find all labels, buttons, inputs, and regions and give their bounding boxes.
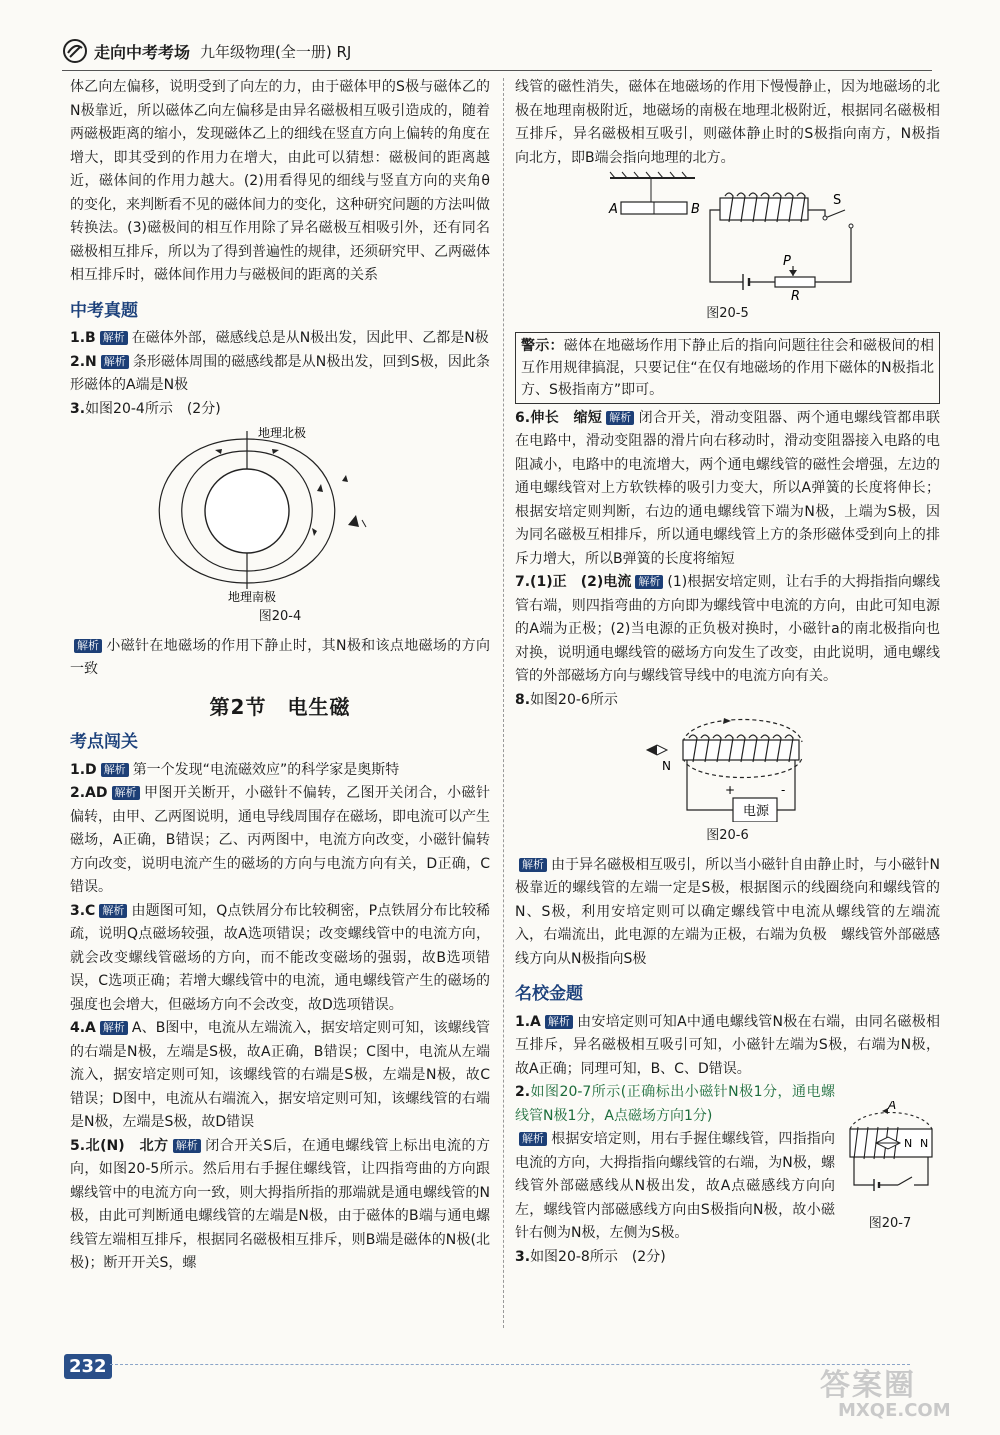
label-minus: - xyxy=(781,783,786,797)
answer-m3: 3.如图20-8所示 (2分) xyxy=(515,1248,666,1265)
chapter-title: 第2节 电生磁 xyxy=(209,694,351,719)
answer-m1: 1.A 解析 由安培定则可知A中通电螺线管N极在右端，由同名磁极相互排斥，异名磁极相互吸引可知，小磁针左端为S极，右端为N极，故A正确；同理可知，B、C、D错误。 xyxy=(515,1013,940,1077)
label-power-source: 电源 xyxy=(743,804,770,819)
label-geographic-south: 地理南极 xyxy=(228,590,277,603)
label-needle-n: N xyxy=(904,1137,913,1150)
book-logo-icon xyxy=(62,38,88,64)
answer-m2-note: 解析 根据安培定则，用右手握住螺线管，四指指向电流的方向，大拇指指向螺线管的右端，为N极，螺线管外部磁感线从N极出发，故A点磁感线方向向左，螺线管内部磁感线方向由S极指向N极，故小磁针右侧为N极，左侧为S极。 xyxy=(515,1131,835,1241)
analysis-tag: 解析 xyxy=(519,1132,547,1146)
footer-rule xyxy=(110,1364,910,1365)
answer-k5: 5.北(N) 北方 解析 闭合开关S后，在通电螺线管上标出电流的方向，如图20-5所示。然后用右手握住螺线管，让四指弯曲的方向跟螺线管中的电流方向一致，则大拇指所指的那端就是通电螺线管的N极，由此可判断通电螺线管的左端是N极，由于磁体的B端与通电螺线管左端相互排斥，根据同名磁极相互排斥，则B端是磁体的N极(北极)；断开开关S，螺 xyxy=(70,1137,490,1271)
book-subtitle: 九年级物理(全一册) RJ xyxy=(200,42,352,61)
answer-k3: 3.C 解析 由题图可知，Q点铁屑分布比较稠密，P点铁屑分布比较稀疏，说明Q点磁场较强，故A选项错误；改变螺线管中的电流方向，就会改变螺线管磁场的方向，而不能改变磁场的强弱，故B选项错误，C选项正确；若增大螺线管中的电流，通电螺线管产生的磁场的强度也会增大，但磁场方向不会改变，故D选项错误。 xyxy=(70,902,490,1013)
answer-item-2: 2.N 解析 条形磁体周围的磁感线都是从N极出发，回到S极，因此条形磁体的A端是N极 xyxy=(70,353,490,393)
answer-item-1: 1.B 解析 在磁体外部，磁感线总是从N极出发，因此甲、乙都是N极 xyxy=(70,330,489,346)
label-end-b: B xyxy=(691,202,700,217)
analysis-tag: 解析 xyxy=(173,1139,201,1153)
answer-k5-continued: 线管的磁性消失，磁体在地磁场的作用下慢慢静止，因为地磁场的北极在地理南极附近，地磁场的南极在地理北极附近，根据同名磁极相互排斥，异名磁极相互吸引，则磁体静止时的S极指向南方，N极指向北方，即B端会指向地理的北方。 xyxy=(515,79,940,166)
figure-20-6-solenoid-with-source xyxy=(515,712,940,822)
label-point-a: A xyxy=(888,1101,897,1112)
analysis-tag: 解析 xyxy=(545,1015,573,1029)
analysis-tag: 解析 xyxy=(74,639,102,653)
section-heading-mingxiao: 名校金题 xyxy=(515,984,583,1004)
page-number: 232 xyxy=(64,1354,112,1379)
column-divider xyxy=(503,78,504,1328)
figure-20-7-solenoid-needle xyxy=(840,1101,940,1201)
watermark-url: MXQE.COM xyxy=(838,1400,951,1421)
page-header xyxy=(62,36,351,66)
label-solenoid-n: N xyxy=(920,1137,929,1150)
book-title: 走向中考考场 xyxy=(94,42,191,62)
label-end-a: A xyxy=(609,202,618,217)
watermark-logo: 答案圈 xyxy=(820,1368,916,1403)
analysis-tag: 解析 xyxy=(101,355,129,369)
warning-label: 警示： xyxy=(521,337,564,354)
label-slider-p: P xyxy=(783,254,791,269)
analysis-tag: 解析 xyxy=(519,858,547,872)
label-switch-s: S xyxy=(833,193,842,208)
right-column xyxy=(515,76,940,1269)
answer-k2: 2.AD 解析 甲图开关断开，小磁针不偏转，乙图开关闭合，小磁针偏转，由甲、乙两图说明，通电导线周围存在磁场，即电流可以产生磁场，A正确，B错误；乙、丙两图中，电流方向改变，小磁针偏转方向改变，说明电流产生的磁场的方向与电流方向有关，D正确，C错误。 xyxy=(70,785,490,895)
label-needle-n: N xyxy=(662,759,671,773)
figure-20-4-earth-magnetic-field xyxy=(70,421,490,603)
figure-20-5-solenoid-circuit xyxy=(515,170,940,300)
figure-caption-20-6: 图20-6 xyxy=(706,828,749,843)
answer-k1: 1.D 解析 第一个发现“电流磁效应”的科学家是奥斯特 xyxy=(70,761,400,778)
analysis-tag: 解析 xyxy=(101,763,129,777)
header-rule xyxy=(62,70,932,71)
analysis-tag: 解析 xyxy=(635,575,663,589)
analysis-tag: 解析 xyxy=(112,786,140,800)
answer-m2: 2.如图20-7所示(正确标出小磁针N极1分，通电螺线管N极1分，A点磁场方向1分) xyxy=(515,1084,835,1124)
section-heading-kaodian: 考点闯关 xyxy=(70,732,138,752)
answer-3-note: 解析 小磁针在地磁场的作用下静止时，其N极和该点地磁场的方向一致 xyxy=(70,637,490,677)
intro-paragraph: 体乙向左偏移，说明受到了向左的力，由于磁体甲的S极与磁体乙的N极靠近，所以磁体乙向左偏移是由异名磁极相互吸引造成的，随着两磁极距离的缩小，发现磁体乙上的细线在竖直方向上偏转的角度在增大，即其受到的作用力在增大，由此可以猜想：磁极间的距离越近，磁体间的作用力越大。(2)用看得见的细线与竖直方向的夹角θ的变化，来判断看不见的磁体间力的变化，这种研究问题的方法叫做转换法。(3)磁极间的相互作用除了异名磁极互相吸引外，还有同名磁极相互排斥，所以为了得到普遍性的规律，还须研究甲、乙两磁体相互排斥时，磁体间作用力与磁极间的距离的关系 xyxy=(70,79,490,283)
answer-6: 6.伸长 缩短 解析 闭合开关，滑动变阻器、两个通电螺线管都串联在电路中，滑动变阻器的滑片向右移动时，滑动变阻器接入电路的电阻减小，电路中的电流增大，两个通电螺线管的磁性会增强，左边的通电螺线管对上方软铁棒的吸引力变大，所以A弹簧的长度将伸长；根据安培定则判断，右边的通电螺线管下端为N极，上端为S极，因为同名磁极互相排斥，所以通电螺线管上方的条形磁体受到向上的排斥力增大，所以B弹簧的长度将缩短 xyxy=(515,409,941,567)
label-geographic-north: 地理北极 xyxy=(258,426,307,440)
warning-box: 警示：磁体在地磁场作用下静止后的指向问题往往会和磁极间的相互作用规律搞混，只要记住“在仅有地磁场的作用下磁体的N极指北方、S极指南方”即可。 xyxy=(515,332,940,404)
label-resistor-r: R xyxy=(791,289,801,300)
figure-caption-20-4: 图20-4 xyxy=(258,609,302,624)
section-heading-zhongkao: 中考真题 xyxy=(70,300,138,321)
figure-caption-20-5: 图20-5 xyxy=(706,306,749,321)
answer-8: 8.如图20-6所示 xyxy=(515,691,618,708)
answer-7: 7.(1)正 (2)电流 解析 (1)根据安培定则，让右手的大拇指指向螺线管右端，则四指弯曲的方向即为螺线管中电流的方向，由此可知电源的A端为正极；(2)当电源的正负极对换时，小磁针a的南北极指向也对换，说明通电螺线管的磁场方向发生了改变，由此说明，通电螺线管的外部磁场方向与螺线管导线中的电流方向有关。 xyxy=(515,574,940,684)
answer-k4: 4.A 解析 A、B图中，电流从左端流入，据安培定则可知，该螺线管的右端是N极，左端是S极，故A正确，B错误；C图中，电流从左端流入，据安培定则可知，该螺线管的右端是S极，左端是N极，故C错误；D图中，电流从右端流入，据安培定则可知，该螺线管的右端是N极，左端是S极，故D错误 xyxy=(70,1020,490,1130)
analysis-tag: 解析 xyxy=(100,331,128,345)
left-column xyxy=(70,76,490,1276)
analysis-tag: 解析 xyxy=(99,904,127,918)
label-plus: + xyxy=(725,783,736,797)
figure-caption-20-7: 图20-7 xyxy=(868,1215,912,1231)
answer-8-note: 解析 由于异名磁极相互吸引，所以当小磁针自由静止时，与小磁针N极靠近的螺线管的左端一定是S极，根据图示的线圈绕向和螺线管的N、S极，利用安培定则可以确定螺线管中电流从螺线管的左端流入，右端流出，此电源的左端为正极，右端为负极 螺线管外部磁感线方向从N极指向S极 xyxy=(515,856,940,967)
analysis-tag: 解析 xyxy=(100,1021,128,1035)
analysis-tag: 解析 xyxy=(606,411,634,425)
answer-m2-block xyxy=(515,1081,940,1246)
answer-item-3: 3.如图20-4所示 (2分) xyxy=(70,400,221,417)
